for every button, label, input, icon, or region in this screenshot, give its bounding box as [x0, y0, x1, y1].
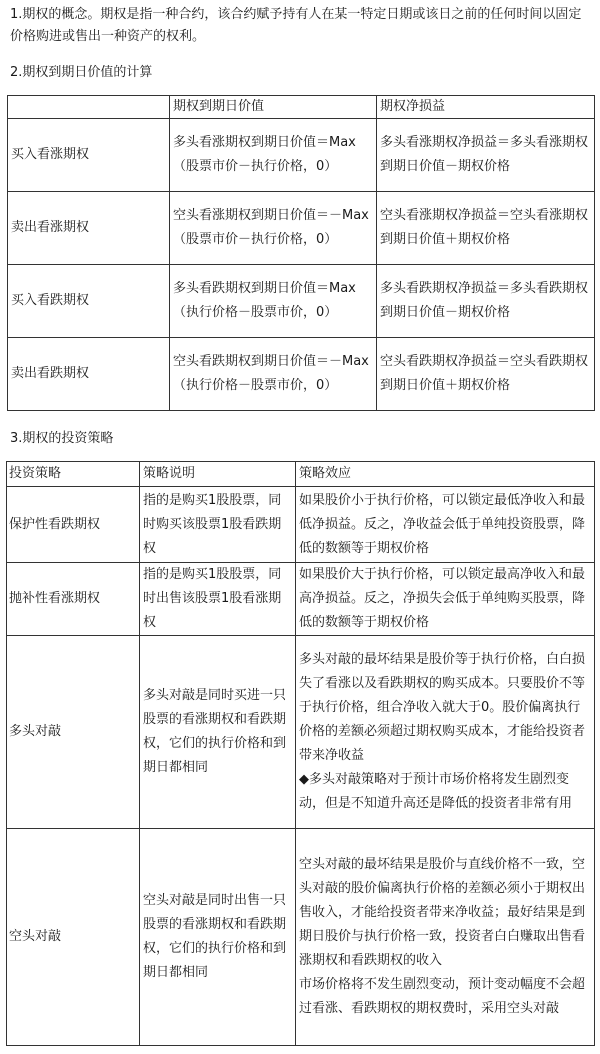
option-value-table — [7, 95, 595, 411]
strategy-name: 空头对敲 — [7, 829, 140, 1046]
option-value: 空头看涨期权到期日价值＝－Max（股票市价－执行价格，0） — [170, 192, 377, 265]
table-row — [8, 265, 595, 338]
option-profit: 多头看涨期权净损益＝多头看涨期权到期日价值－期权价格 — [377, 119, 595, 192]
section-2-title: 2.期权到期日价值的计算 — [10, 65, 153, 80]
strategy-description: 指的是购买1股股票，同时出售该股票1股看涨期权 — [140, 563, 296, 636]
section-3-title: 3.期权的投资策略 — [10, 431, 114, 446]
option-name: 卖出看涨期权 — [8, 192, 170, 265]
header-cell-value: 期权到期日价值 — [170, 96, 377, 119]
strategy-name: 多头对敲 — [7, 636, 140, 829]
strategy-name: 抛补性看涨期权 — [7, 563, 140, 636]
investment-strategy-table — [6, 461, 595, 1046]
strategy-effect-main: 多头对敲的最坏结果是股价等于执行价格，白白损失了看涨以及看跌期权的购买成本。只要股价不等于执行价格，组合净收入就大于0。股价偏离执行价格的差额必须超过期权购买成本，才能给投资者带来净收益 — [299, 652, 586, 763]
option-profit: 空头看涨期权净损益＝空头看涨期权到期日价值＋期权价格 — [377, 192, 595, 265]
header-cell-strategy: 投资策略 — [7, 462, 140, 487]
strategy-effect — [296, 636, 595, 829]
table-row — [7, 636, 595, 829]
option-name: 买入看涨期权 — [8, 119, 170, 192]
option-value: 多头看涨期权到期日价值＝Max（股票市价－执行价格，0） — [170, 119, 377, 192]
strategy-effect-note: 市场价格将不发生剧烈变动，预计变动幅度不会超过看涨、看跌期权的期权费时，采用空头对敲 — [299, 977, 586, 1016]
strategy-description: 空头对敲是同时出售一只股票的看涨期权和看跌期权，它们的执行价格和到期日都相同 — [140, 829, 296, 1046]
strategy-name: 保护性看跌期权 — [7, 487, 140, 563]
table-row — [8, 192, 595, 265]
option-value: 多头看跌期权到期日价值＝Max（执行价格－股票市价，0） — [170, 265, 377, 338]
table-row — [7, 829, 595, 1046]
header-cell-description: 策略说明 — [140, 462, 296, 487]
strategy-effect — [296, 829, 595, 1046]
option-name: 买入看跌期权 — [8, 265, 170, 338]
table-header-row — [7, 462, 595, 487]
table-header-row — [8, 96, 595, 119]
header-cell-blank — [8, 96, 170, 119]
strategy-description: 指的是购买1股股票，同时购买该股票1股看跌期权 — [140, 487, 296, 563]
strategy-effect: 如果股价大于执行价格，可以锁定最高净收入和最高净损益。反之，净损失会低于单纯购买股票，降低的数额等于期权价格 — [296, 563, 595, 636]
option-value: 空头看跌期权到期日价值＝－Max（执行价格－股票市价，0） — [170, 338, 377, 411]
table-row — [8, 119, 595, 192]
header-cell-profit: 期权净损益 — [377, 96, 595, 119]
header-cell-effect: 策略效应 — [296, 462, 595, 487]
option-profit: 空头看跌期权净损益＝空头看跌期权到期日价值＋期权价格 — [377, 338, 595, 411]
table-row — [8, 338, 595, 411]
strategy-description: 多头对敲是同时买进一只股票的看涨期权和看跌期权，它们的执行价格和到期日都相同 — [140, 636, 296, 829]
table-row — [7, 563, 595, 636]
strategy-effect-main: 空头对敲的最坏结果是股价与直线价格不一致，空头对敲的股价偏离执行价格的差额必须小于期权出售收入，才能给投资者带来净收益；最好结果是到期日股价与执行价格一致，投资者白白赚取出售看涨期权和看跌期权的收入 — [299, 857, 586, 968]
table-row — [7, 487, 595, 563]
strategy-effect: 如果股价小于执行价格，可以锁定最低净收入和最低净损益。反之，净收益会低于单纯投资股票，降低的数额等于期权价格 — [296, 487, 595, 563]
section-1-text: 1.期权的概念。期权是指一种合约，该合约赋予持有人在某一特定日期或该日之前的任何时间以固定价格购进或售出一种资产的权利。 — [10, 7, 582, 44]
option-name: 卖出看跌期权 — [8, 338, 170, 411]
strategy-effect-note: ◆多头对敲策略对于预计市场价格将发生剧烈变动，但是不知道升高还是降低的投资者非常有用 — [299, 772, 573, 811]
option-profit: 多头看跌期权净损益＝多头看跌期权到期日价值－期权价格 — [377, 265, 595, 338]
